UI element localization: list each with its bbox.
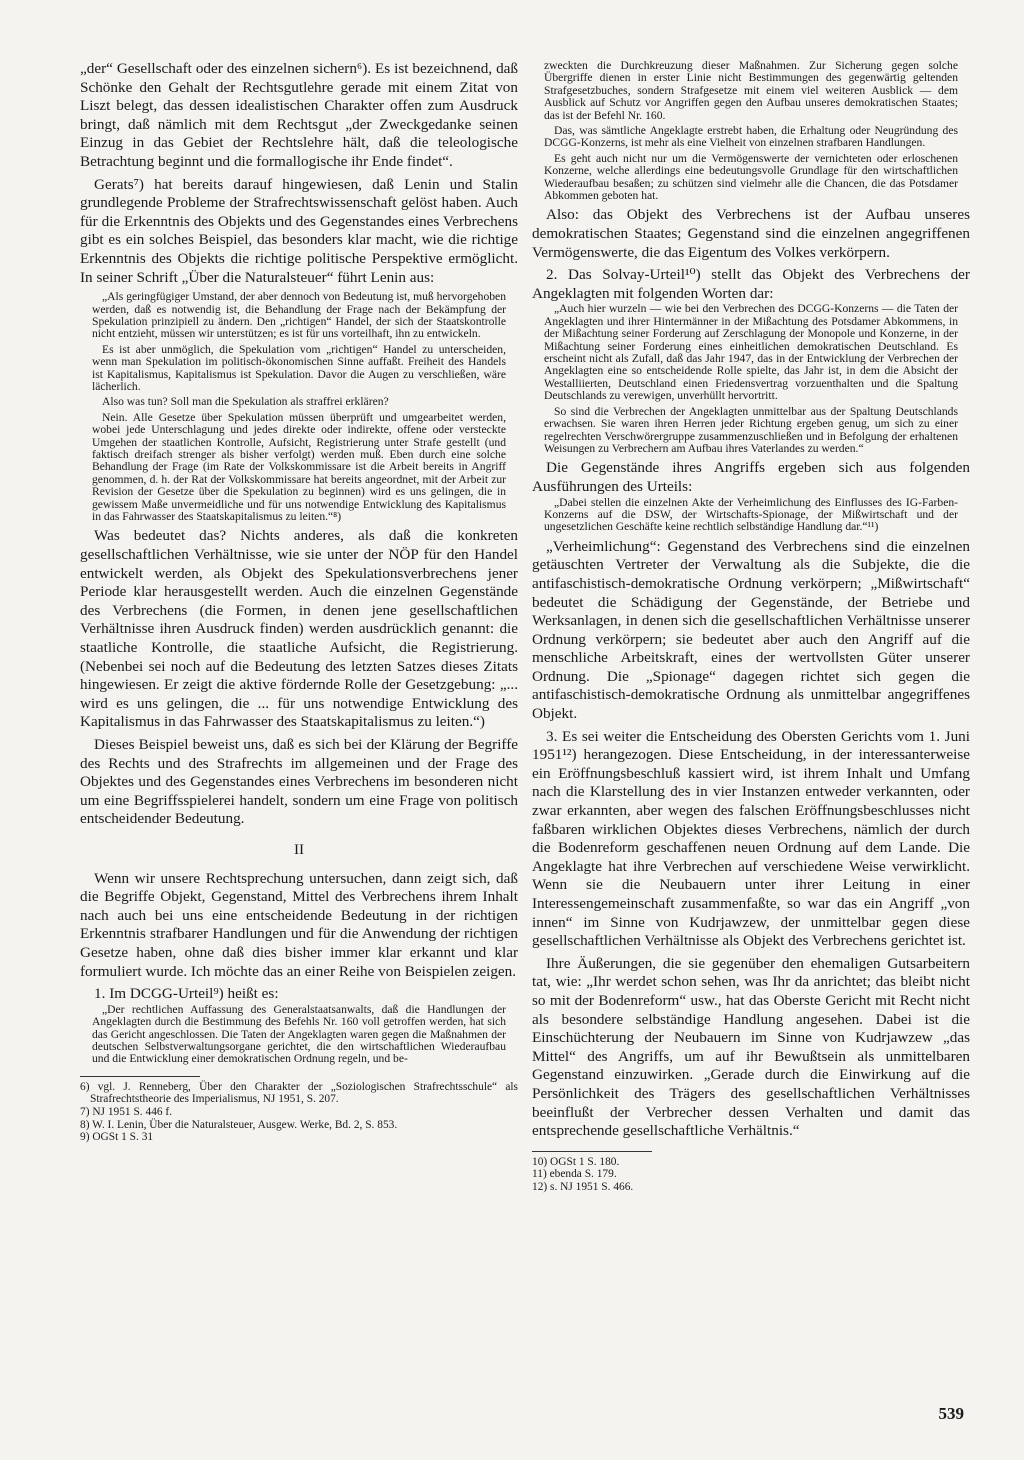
footnote-separator	[80, 1076, 200, 1077]
footnote: 8) W. I. Lenin, Über die Naturalsteuer, Ausgew. Werke, Bd. 2, S. 853.	[80, 1118, 398, 1131]
paragraph: 2. Das Solvay-Urteil¹⁰) stellt das Objekt des Verbrechens der Angeklagten mit folgenden Worten dar:	[532, 266, 970, 302]
block-quote: Also was tun? Soll man die Spekulation als straffrei erklären?	[102, 395, 389, 409]
section-heading: II	[293, 840, 305, 858]
left-column	[80, 60, 518, 1144]
block-quote: „Dabei stellen die einzelnen Akte der Verheimlichung des Einflusses des IG-Farben-Konzerns auf die DSW, der Wirtschafts-Spionage, der Mißwirtschaft und der ungesetzlichen Geschäfte keine rechtlich selbständige Handlung dar.“¹¹)	[544, 495, 958, 534]
block-quote: Es geht auch nicht nur um die Vermögenswerte der vernichteten oder erloschenen Konzerne, welche allerdings eine bedeutungsvolle Grundlage für den wirtschaftlichen Wiederaufbau besaßen; zu schützen sind vielmehr alle die Chancen, die das Potsdamer Abkommen geboten hat.	[544, 151, 958, 203]
footnote: 7) NJ 1951 S. 446 f.	[80, 1105, 173, 1118]
block-quote: zweckten die Durchkreuzung dieser Maßnahmen. Zur Sicherung gegen solche Übergriffe dienen in erster Linie nicht Bestimmungen des gegenwärtig geltenden Strafgesetzbuches, sondern Strafgesetze mit einem viel weiteren Ausblick — dem Ausblick auf Schutz vor Angriffen gegen den Aufbau unseres demokratischen Staates; das ist der Befehl Nr. 160.	[544, 59, 958, 122]
paragraph: Gerats⁷) hat bereits darauf hingewiesen, daß Lenin und Stalin grundlegende Probleme der Strafrechtswissenschaft gelöst haben. Auch für die Erkenntnis des Objekts und des Gegenstandes eines Verbrechens gibt es ein solches Beispiel, das besonders klar macht, wie die richtige Erkenntnis des Objekts die richtige politische Perspektive ermöglicht. In seiner Schrift „Über die Naturalsteuer“ führt Lenin aus:	[80, 175, 518, 286]
footnote: 9) OGSt 1 S. 31	[80, 1131, 154, 1144]
block-quote: Das, was sämtliche Angeklagte erstrebt haben, die Erhaltung oder Neugründung des DCGG-Konzerns, ist mehr als eine Vielheit von einzelnen strafbaren Handlungen.	[544, 124, 958, 150]
paragraph: Ihre Äußerungen, die sie gegenüber den ehemaligen Gutsarbeitern tat, wie: „Ihr werdet schon sehen, was Ihr da anrichtet; das bleibt nicht so mit der Bodenreform“ usw., hat das Oberste Gericht mit Recht nicht als besondere selbständige Handlung angesehen. Dabei ist die Einschüchterung der Neubauern im Sinne von Kudrjawzew „das Mittel“ des Angriffs, um auf ihr Bewußtsein als unmittelbaren Gegenstand einzuwirken. „Gerade durch die Einwirkung auf die Persönlichkeit des Trägers des gesellschaftlichen Verhältnisses beeinflußt der Verbrecher dessen Verhalten und damit das entsprechende gesellschaftliche Verhältnis.“	[532, 954, 970, 1140]
right-column	[532, 60, 970, 1194]
footnote: 6) vgl. J. Renneberg, Über den Charakter der „Soziologischen Strafrechtsschule“ als Strafrechtstheorie des Imperialismus, NJ 1951, S. 207.	[80, 1080, 518, 1106]
footnote: 12) s. NJ 1951 S. 466.	[532, 1180, 634, 1193]
paragraph: „Verheimlichung“: Gegenstand des Verbrechens sind die einzelnen getäuschten Vertreter der Verwaltung als die Subjekte, die die antifaschistisch-demokratische Ordnung verkörpern; „Mißwirtschaft“ bedeutet die Schädigung der Gegenstände, der Betriebe und Werksanlagen, in denen sich die gesellschaftlichen Verhältnisse unserer Ordnung verkörpern; sie bedeutet aber auch den Angriff auf die menschliche Arbeitskraft, eines der wertvollsten Güter unserer Ordnung. Die „Spionage“ dagegen richtet sich gegen die antifaschistisch-demokratische Ordnung als unmittelbar angegriffenes Objekt.	[532, 537, 970, 723]
document-page	[80, 60, 970, 1400]
paragraph: Also: das Objekt des Verbrechens ist der Aufbau unseres demokratischen Staates; Gegenstand sind die einzelnen angegriffenen Vermögenswerte, die das Eigentum des Volkes verkörpern.	[532, 206, 970, 261]
paragraph: 1. Im DCGG-Urteil⁹) heißt es:	[94, 985, 279, 1003]
block-quote: „Auch hier wurzeln — wie bei den Verbrechen des DCGG-Konzerns — die Taten der Angeklagten und ihrer Hintermänner in der Mißachtung des Potsdamer Abkommens, in der Mißachtung seiner Forderung auf Zerschlagung der Monopole und Konzerne, in der Mißachtung seiner Forderung eines einheitlichen demokratischen Deutschland. Es erscheint nicht als Zufall, daß das Jahr 1947, das in der Entwicklung der Verbrechen der Angeklagten eine so entscheidende Rolle spielte, das Jahr ist, in dem die Absicht der Westalliierten, Deutschland einen Friedensvertrag vorzuenthalten und die Spaltung Deutschlands zu verewigen, unverhüllt hervortritt.	[544, 302, 958, 403]
paragraph: „der“ Gesellschaft oder des einzelnen sichern⁶). Es ist bezeichnend, daß Schönke den Gehalt der Rechtsgutlehre gerade mit einem Zitat von Liszt belegt, das dessen idealistischen Charakter offen zum Ausdruck bringt, daß nämlich mit dem Rechtsgut „der Zweckgedanke seinen Einzug in das Gebiet der Rechtslehre hält, daß die teleologische Betrachtung beginnt und die formallogische ihr Ende findet“.	[80, 60, 518, 170]
paragraph: Dieses Beispiel beweist uns, daß es sich bei der Klärung der Begriffe des Rechts und des Strafrechts im allgemeinen und der Frage des Objektes und des Gegenstandes eines Verbrechens im besonderen nicht um eine Begriffsspielerei handelt, sondern um eine Frage von politisch entscheidender Bedeutung.	[80, 735, 518, 828]
block-quote: So sind die Verbrechen der Angeklagten unmittelbar aus der Spaltung Deutschlands erwachsen. Sie waren ihren Herren jeder Richtung ergeben genug, um sich zu einer regelrechten Verschwörergruppe zusammenzuschließen und in Befolgung der erhaltenen Weisungen zu Verbrechern am Aufbau ihres Vaterlandes zu werden.“	[544, 404, 958, 455]
paragraph: Was bedeutet das? Nichts anderes, als daß die konkreten gesellschaftlichen Verhältnisse, wie sie unter der NÖP für den Handel entwickelt werden, als Objekt des Spekulationsverbrechens jener Periode klar herausgestellt werden. Auch die einzelnen Gegenstände des Verbrechens (die Formen, in denen jene gesellschaftlichen Verhältnisse ihren Ausdruck finden) werden ausdrücklich genannt: die staatliche Kontrolle, die staatliche Aufsicht, die Registrierung. (Nebenbei sei noch auf die Bedeutung des letzten Satzes dieses Zitats hingewiesen. Er zeigt die aktive fördernde Rolle der Gesetzgebung: „... wird es uns gelingen, die ... für uns notwendige Entwicklung des Kapitalismus in das Fahrwasser des Staatskapitalismus zu leiten.“)	[80, 527, 518, 731]
paragraph: 3. Es sei weiter die Entscheidung des Obersten Gerichts vom 1. Juni 1951¹²) herangezogen. Diese Entscheidung, in der interessanterweise ein Eröffnungsbeschluß kassiert wird, ist ihrem Inhalt und Umfang nach die Klarstellung des in vier Instanzen entweder verkannten, oder zwar erkannten, aber wegen des falschen Eröffnungsbeschlusses nicht faßbaren wirklichen Objektes dieses Verbrechens, nämlich der durch die Bodenreform geschaffenen neuen Ordnung auf dem Lande. Die Angeklagte hat ihre Verbrechen auf verschiedene Weise verwirklicht. Wenn sie die Neubauern unter ihrer Leitung in einer Interessengemeinschaft zusammenfaßte, so war das ein Angriff „von innen“ im Sinne von Kudrjawzew, der unmittelbar gegen diese gesellschaftlichen Verhältnisse als Objekt des Verbrechens gerichtet ist.	[532, 727, 970, 950]
block-quote: Es ist aber unmöglich, die Spekulation vom „richtigen“ Handel zu unterscheiden, wenn man Spekulation im politisch-ökonomischen Sinne auffaßt. Freiheit des Handels ist Kapitalismus, Kapitalismus ist Spekulation. Davor die Augen zu verschließen, wäre lächerlich.	[92, 342, 506, 393]
block-quote: „Als geringfügiger Umstand, der aber dennoch von Bedeutung ist, muß hervorgehoben werden, daß es notwendig ist, die Behandlung der Frage nach der Bekämpfung der Spekulation prinzipiell zu ändern. Den „richtigen“ Handel, der sich der Staatskontrolle nicht entzieht, müssen wir unterstützen; es ist für uns vorteilhaft, ihn zu entwickeln.	[92, 290, 506, 341]
footnote-separator	[532, 1151, 652, 1152]
block-quote: Nein. Alle Gesetze über Spekulation müssen überprüft und umgearbeitet werden, wobei jede Unterschlagung und jedes direkte oder indirekte, offene oder versteckte Umgehen der staatlichen Kontrolle, Aufsicht, Registrierung unter Strafe gestellt (und faktisch dreifach strenger als bisher verfolgt) werden muß. Eben durch eine solche Behandlung der Frage (im Rate der Volkskommissare ist die Arbeit bereits in Angriff genommen, d. h. der Rat der Volkskommissare hat bereits angeordnet, mit der Arbeit zur Revision der Gesetze über die Spekulation zu beginnen) wird es uns gelingen, die in gewissem Maße unvermeidliche und für uns notwendige Entwicklung des Kapitalismus in das Fahrwasser des Staatskapitalismus zu leiten.“⁸)	[92, 410, 506, 524]
page-number: 539	[938, 1404, 964, 1423]
footnote: 11) ebenda S. 179.	[532, 1168, 617, 1181]
paragraph: Wenn wir unsere Rechtsprechung untersuchen, dann zeigt sich, daß die Begriffe Objekt, Gegenstand, Mittel des Verbrechens ihrem Inhalt nach auch bei uns eine entscheidende Bedeutung in der richtigen Erkenntnis strafbarer Handlungen und für die Anwendung der richtigen Gesetze haben, ohne daß dies bisher immer klar erkannt und klar formuliert wurde. Ich möchte das an einer Reihe von Beispielen zeigen.	[80, 869, 518, 980]
block-quote: „Der rechtlichen Auffassung des Generalstaatsanwalts, daß die Handlungen der Angeklagten durch die Bestimmung des Befehls Nr. 160 voll getroffen werden, hat sich das Gericht angeschlossen. Die Taten der Angeklagten waren gegen die Maßnahmen der deutschen Selbstverwaltungsorgane gerichtet, die den wirtschaftlichen Wiederaufbau und die Entwicklung einer demokratischen Ordnung regeln, und be-	[92, 1002, 506, 1066]
footnote: 10) OGSt 1 S. 180.	[532, 1155, 620, 1168]
paragraph: Die Gegenstände ihres Angriffs ergeben sich aus folgenden Ausführungen des Urteils:	[532, 459, 970, 495]
